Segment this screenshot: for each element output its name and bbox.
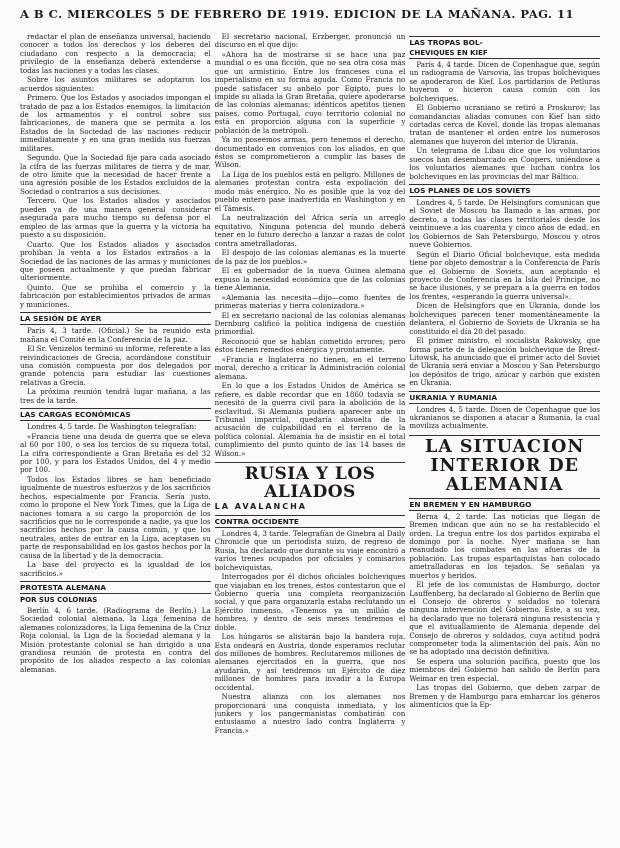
paragraph: La Liga de los pueblos está en peligro. Millones de alemanes protestan contra esta expoliación del modo más enérgico. No es posible que la voz del pueblo entero pase inadvertida en Washington y en el Támesis. — [214, 170, 406, 213]
paragraph: Berlín 4, 6 tarde. (Radiograma de Berlín.) La Sociedad colonial alemana, la Liga femenina de alemanes colonizadores, la Liga femenina de la Cruz Roja colonial, la Liga de la Sociedad alemana y la Misión protestante colonial se han dirigido a una grandiosa reunión de protesta en contra del propósito de los aliados respecto a las colonias alemanas. — [20, 606, 211, 674]
newspaper-page — [20, 33, 600, 830]
paragraph: Un telegrama de Libau dice que los voluntarios suecos han desembarcado en Coopers, uniéndose a los voluntarios alemanes que luchan contra los bolcheviques en las provincias del mar Báltico. — [409, 146, 601, 181]
headline-rusia: RUSIA Y LOS ALIADOS — [215, 462, 406, 501]
paragraph: París 4, 4 tarde. Dicen de Copenhague que, según un radiograma de Varsovia, las tropas bolcheviques se apoderaron de Kief. Los partidarios de Petluras huyeron o hicieron causa común con los bolcheviques. — [409, 60, 601, 103]
paragraph: Todos los Estados libres se han beneficiado igualmente de nuestros esfuerzos y de los sacrificios hechos, especialmente por Francia. Sería justo, como lo propone el New York Times, que la Liga de naciones tomara a su cargo la proporción de los sacrificios que no le corresponde a nadie, ya que los sacrificios hechos por la causa común, y que los neutrales, antes de entrar en la Liga, aceptasen su parte de responsabilidad en los gastos hechos por la causa de la libertad y de la democracia. — [20, 474, 211, 560]
paragraph: Según el Diario Oficial bolchevique, esta medida tiene por objeto demostrar a la Conferencia de París que el Gobierno de Soviets, aun aceptando el proyecto de Conferencia en la Isla del Príncipe, no se hace ilusiones, y se prepara a la guerra en todos los frentes, «esperando la guerra universal». — [409, 249, 601, 301]
paragraph: «Alemania las necesita—dijo—como fuentes de primeras materias y tierra colonizadora.» — [214, 292, 406, 310]
paragraph: Sobre los asuntos militares se adoptaron los acuerdos siguientes: — [20, 75, 211, 93]
section-heading: LAS CARGAS ECONÓMICAS — [20, 408, 211, 421]
paragraph: Primero. Que los Estados y asociados impongan el tratado de paz a los Estados enemigos, la limitación de los armamentos y el control sobre sus fabricaciones, de manera que se permita a los Estados de la Sociedad de las naciones reducir inmediatamente y en una gran medida sus fuerzas militares. — [20, 93, 211, 153]
column-1 — [20, 33, 211, 830]
section-heading: EN BREMEN Y EN HAMBURGO — [409, 498, 600, 511]
headline-sub: LA AVALANCHA — [214, 501, 307, 511]
paragraph: Dicen de Helsingfors que en Ukrania, donde los bolcheviques parecen tener momentáneamente la delantera, el Gobierno de Soviets de Ukrania se ha constituido el día 20 del pasado. — [409, 301, 601, 336]
paragraph: El Gobierno ucraniano se retiró a Proskurov; las comandancias aliadas comunes con Kief han sido cortadas cerca de Kovel, donde las tropas alemanas tratan de mantener el orden entre los numerosos alemanes que huyeron del interior de Ukrania. — [409, 103, 601, 146]
paragraph: El primer ministro, el socialista Rakowsky, que forma parte de la delegación bolchevique de Brest-Litowsk, ha anunciado que el primer acto del Soviet de Ukrania será enviar a Moscou y San Petersburgo los depósitos de trigo, azúcar y carbón que existen en Ukrania. — [409, 336, 601, 388]
paragraph: En lo que a los Estados Unidos de América se refiere, es dable recordar que en 1860 todavía se necesitó de la guerra civil para la abolición de la esclavitud. Si Alemania pudiera aparecer ante un Tribunal imparcial, quedaría absuelta de la acusación de culpabilidad en el terreno de la política colonial. Alemania ha de insistir en el total cumplimiento del punto quinto de las 14 bases de Wilson.» — [214, 381, 406, 458]
paragraph: El jefe de los comunistas de Hamburgo, doctor Lauffenberg, ha declarado al Gobierno de Berlín que el Consejo de obreros y soldados no tolerará ninguna intervención del Gobierno. Este, a su vez, ha declarado que no tolerará ninguna resistencia y que el avituallamiento de Alemania depende del Consejo de obreros y soldados, cuya actitud podrá comprometer toda la alimentación del país. Aún no se ha adoptado una decisión definitiva. — [409, 580, 601, 657]
paragraph: Se espera una solución pacífica, puesto que los miembros del Gobierno han salido de Berlín para Weimar en tren especial. — [409, 657, 601, 683]
paragraph: Londres 4, 5 tarde. De Washington telegrafían: — [27, 422, 197, 432]
paragraph: La base del proyecto es la igualdad de los sacrificios.» — [20, 560, 211, 578]
header-text: A B C. MIERCOLES 5 DE FEBRERO DE 1919. EDICION DE LA MAÑANA. PAG. 11 — [20, 7, 575, 21]
section-heading: PROTESTA ALEMANA — [20, 581, 211, 594]
paragraph: Cuarto. Que los Estados aliados y asociados prohiban la venta a los Estados extraños a la Sociedad de las naciones de las armas y municiones que poseen actualmente y que puedan fabricar ulteriormente. — [20, 239, 211, 283]
paragraph: Londres 4, 5 tarde. Dicen de Copenhague que los ukranianos se disponen a atacar a Rumania, la cual moviliza actualmente. — [409, 404, 601, 431]
paragraph: Tercero. Que los Estados aliados y asociados pueden ya de una manera general considerar asegurada para mucho tiempo su defensa por el empleo de las armas que la guerra y la victoria ha puesto a su disposición. — [20, 196, 211, 240]
paragraph: «Francia e Inglaterra no tienen, en el terreno moral, derecho a criticar la Administración colonial alemana. — [214, 354, 406, 381]
column-3 — [409, 33, 600, 830]
section-heading: UKRANIA Y RUMANIA — [409, 391, 600, 404]
paragraph: Londres 4, 3 tarde. Telegrafían de Ginebra al Daily Chronicle que un periodista suizo, de regreso de Rusia, ha declarado que durante su viaje encontró a varios trenes ocupados por oficiales y comisarios bolcheviquistas. — [214, 528, 406, 572]
paragraph: París 4, 3 tarde. (Oficial.) Se ha reunido esta mañana el Comité en la Conferencia de la paz. — [20, 326, 211, 344]
section-subheading: POR SUS COLONIAS — [20, 596, 98, 605]
section-heading: CONTRA OCCIDENTE — [215, 515, 406, 528]
paragraph: El secretario nacional, Erzberger, pronunció un discurso en el que dijo: — [214, 33, 406, 50]
section-heading: LA SESIÓN DE AYER — [20, 312, 211, 325]
paragraph: Las tropas del Gobierno, que deben zarpar de Bremen y de Hamburgo para embarcar los géneros alimenticios que la Ep- — [409, 683, 601, 710]
section-heading: LOS PLANES DE LOS SOVIETS — [409, 184, 600, 197]
headline-alemania: LA SITUACION INTERIOR DE ALEMANIA — [409, 435, 600, 495]
paragraph: Quinto. Que se prohiba el comercio y la fabricación por establecimientos privados de armas y municiones. — [20, 282, 211, 309]
paragraph: Interrogados por él dichos oficiales bolcheviques que viajaban en los trenes, éstos contestaron que el Gobierno quería una completa reorganización social, y que para organizarla estaba reclutando un Ejército inmenso. «Tenemos ya un millón de hombres, y dentro de seis meses tendremos el doble. — [214, 572, 406, 632]
paragraph: El despojo de las colonias alemanas es la muerte de la paz de los pueblos.» — [214, 248, 406, 266]
paragraph: El ex gobernador de la nueva Guinea alemana expuso la necesidad económica que de las colonias tiene Alemania. — [214, 266, 406, 292]
paragraph: «Francia tiene una deuda de guerra que se eleva al 60 por 100, o sea los tercios de su riqueza total. La cifra correspondiente a Gran Bretaña es del 32 por 100, y para los Estados Unidos, del 4 y medio por 100. — [20, 431, 211, 475]
paragraph: Los húngaros se alistarán bajo la bandera roja. Esta ondeará en Austria, donde esperamos reclutar dos millones de hombres. Reclutaremos millones de alemanes ejercitados en la guerra, que nos ayudarán, y así tendremos un Ejército de diez millones de hombres para invadir a la Europa occidental. — [214, 632, 406, 692]
section-heading: LAS TROPAS BOL- — [409, 36, 600, 48]
paragraph: Nuestra alianza con los alemanes nos proporcionará una conquista inmediata, y los junkers y los pangermanistas combatirán con entusiasmo a nuestro lado contra Inglaterra y Francia.» — [214, 692, 406, 735]
paragraph: Londres 4, 5 tarde. De Helsingfors comunican que el Soviet de Moscou ha llamado a las armas, por decreto, a todas las clases territoriales desde los veintinueve a los cuarenta y cinco años de edad, en los Gobiernos de San Petersburgo, Moscou y otros nueve Gobiernos. — [409, 198, 601, 250]
paragraph: La próxima reunión tendrá lugar mañana, a las tres de la tarde. — [20, 387, 211, 405]
section-subheading: CHEVIQUES EN KIEF — [409, 49, 600, 59]
paragraph: «Ahora ha de mostrarse si se hace una paz mundial o es una ficción, que no sea otra cosa más que un armisticio. Entre los franceses cuna el imperialismo en su forma aguda. Como Francia no puede satisfacer su anhelo por Egipto, pues lo impide su aliada la Gran Bretaña, quiere apoderarse de las colonias alemanas; idénticos apetitos tienen países, como Portugal, cuyo territorio colonial no está en proporción alguna con la superficie y población de la metrópoli. — [214, 50, 406, 135]
column-2 — [215, 33, 406, 830]
page-header — [20, 7, 600, 35]
paragraph: El Sr. Venizelos terminó su informe, referente a las reivindicaciones de Grecia, acordándose constituir una comisión compuesta por dos delegados por grande potencia para estudiar las cuestiones relativas a Grecia. — [20, 344, 211, 387]
paragraph: Ya no poseemos armas, pero tenemos el derecho, documentado en convenios con los aliados, en que éstos se comprometieron a cumplir las bases de Wilson. — [214, 135, 406, 170]
paragraph: La neutralización del Africa sería un arreglo equitativo. Ninguna potencia del mundo deberá tener en lo futuro derecho a lanzar a razas de color contra ametralladoras. — [214, 213, 406, 248]
paragraph: El ex secretario nacional de las colonias alemanas Dernburg calificó la política indigena de cuestión primordial. — [214, 310, 406, 337]
paragraph: Segundo. Que la Sociedad fije para cada asociado la cifra de las fuerzas militares de tierra y de mar, de otro límite que la necesidad de hacer frente a una agresión posible de los Estados excluidos de la Sociedad o contrarios a sus decisiones. — [20, 153, 211, 196]
paragraph: Berna 4, 2 tarde. Las noticias que llegan de Bremen indican que aún no se ha restablecido el orden. La tregua entre los dos partidos expiraba el domingo por la noche. Nyer mañana se han reanudado los combates en las afueras de la población. Las tropas espartaquistas han colocado ametralladoras en los tejados. Se señalan ya muertos y heridos. — [409, 511, 601, 580]
paragraph: redactar el plan de enseñanza universal, haciendo conocer a todos los derechos y los deberes del ciudadano con respecto a la democracia; el privilegio de la enseñanza deberá extenderse a todas las naciones y a todas las clases. — [20, 33, 211, 75]
paragraph: Reconoció que se hablan cometido errores; pero éstos tienen remedios enérgica y prontamente. — [214, 336, 406, 355]
